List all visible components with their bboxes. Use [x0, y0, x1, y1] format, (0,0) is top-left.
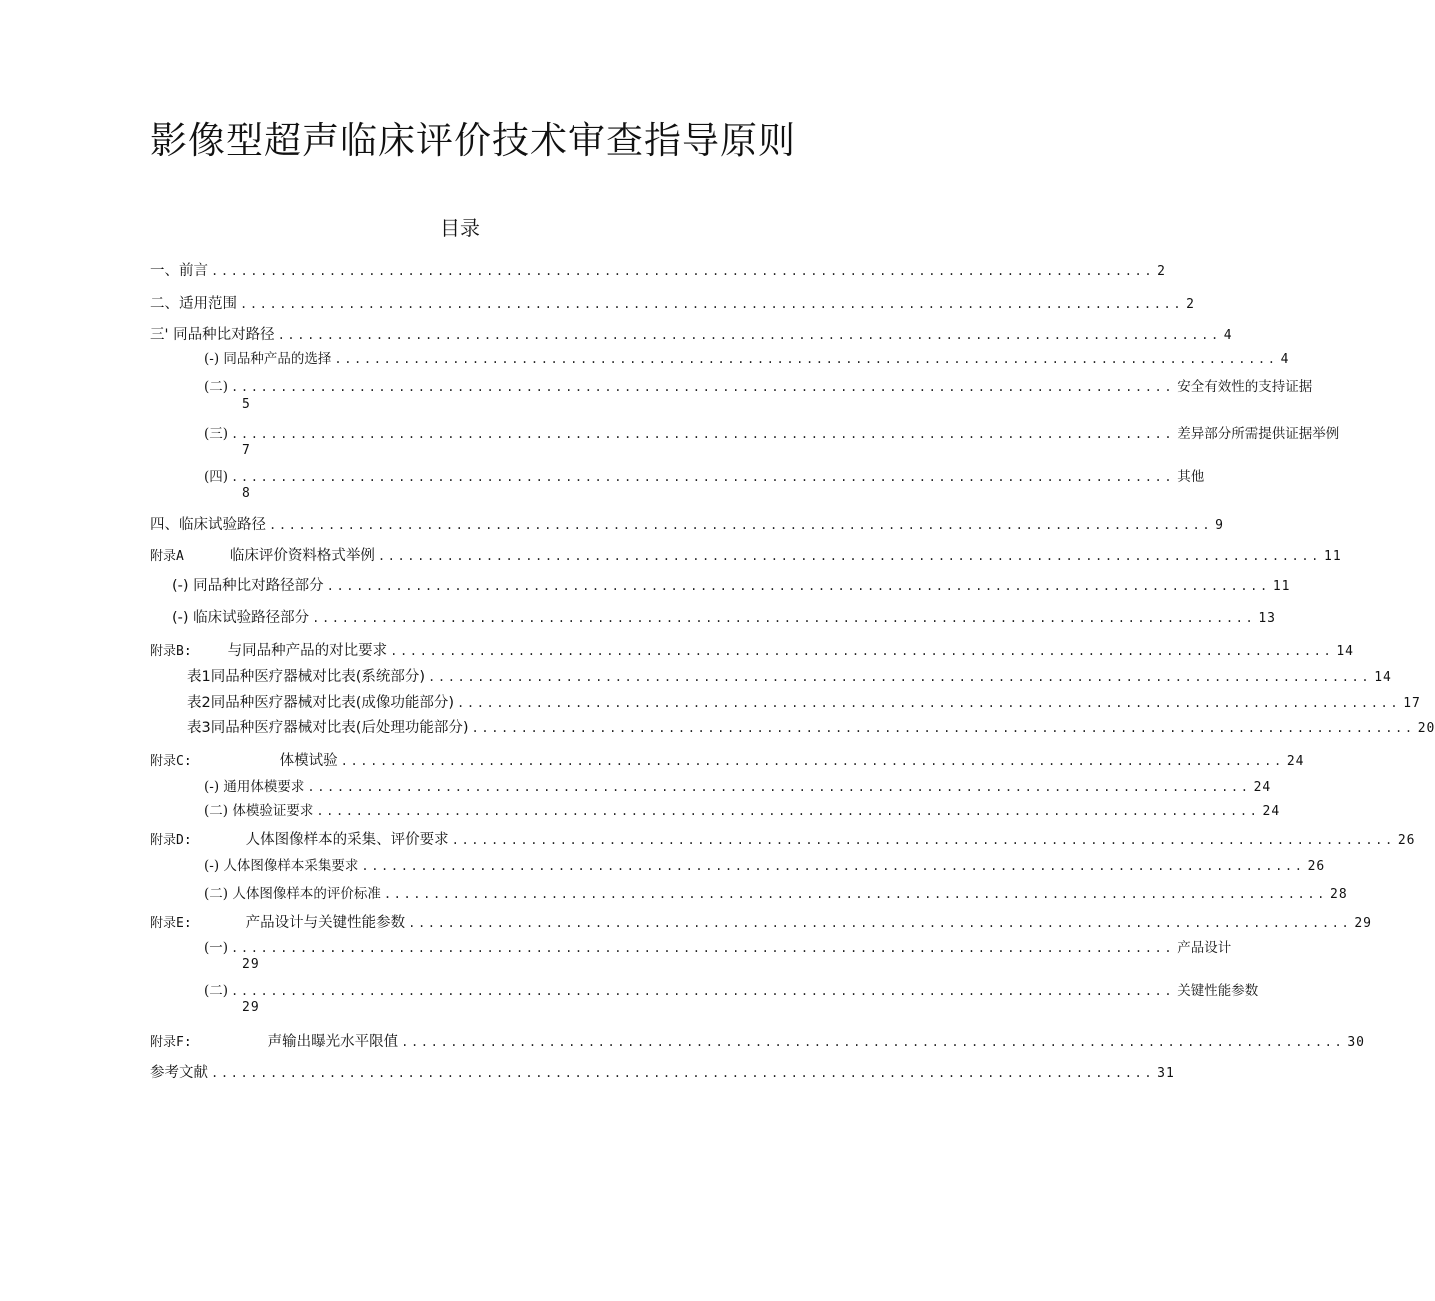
- dot-leader: ................................................................................................: [383, 887, 1327, 901]
- toc-entry-label: 表2同品种医疗器械对比表(成像功能部分): [187, 695, 455, 711]
- toc-entry-label: 声输出曝光水平限值: [267, 1034, 399, 1050]
- appendix-tag: 附录D:: [150, 833, 192, 848]
- toc-page-number: 29: [242, 1000, 260, 1015]
- document-title: 影像型超声临床评价技术审查指导原则: [150, 119, 796, 162]
- toc-entry-table-1[interactable]: [187, 666, 1392, 688]
- toc-entry-label: (-) 通用体模要求: [204, 779, 305, 795]
- toc-entry-label: (-) 同品种产品的选择: [204, 351, 332, 367]
- dot-leader: ................................................................................................: [231, 380, 1175, 394]
- toc-entry-prefix: (二): [204, 983, 229, 999]
- dot-leader: ................................................................................................: [277, 328, 1221, 342]
- dot-leader: ................................................................................................: [471, 721, 1415, 735]
- toc-entry-prefix: (四): [204, 469, 229, 485]
- toc-entry-label: 参考文献: [150, 1065, 208, 1081]
- toc-entry-appendix-c[interactable]: [150, 750, 1305, 772]
- toc-entry-label: (二) 体模验证要求: [204, 803, 314, 819]
- toc-page-number: 17: [1403, 696, 1421, 711]
- toc-entry-label: 安全有效性的支持证据: [1177, 379, 1313, 395]
- toc-entry-label: 产品设计: [1177, 940, 1232, 956]
- toc-entry-label: 体模试验: [279, 753, 338, 769]
- toc-entry-label: 一、前言: [150, 263, 208, 279]
- toc-page-number: 20: [1417, 721, 1435, 736]
- toc-entry-appendix-f[interactable]: [150, 1031, 1365, 1053]
- toc-entry-key-parameters[interactable]: [204, 980, 1259, 1002]
- toc-entry-product-design[interactable]: [204, 937, 1232, 959]
- toc-entry-table-2[interactable]: [187, 692, 1421, 714]
- toc-entry-difference-evidence[interactable]: [204, 423, 1340, 445]
- toc-entry-other[interactable]: [204, 466, 1205, 488]
- dot-leader: ................................................................................................: [377, 549, 1321, 563]
- toc-entry-label: 产品设计与关键性能参数: [245, 915, 406, 931]
- toc-page-number: 2: [1157, 264, 1166, 279]
- toc-page-number: 13: [1258, 611, 1276, 626]
- toc-entry-image-sample-evaluation[interactable]: [204, 883, 1348, 905]
- toc-entry-label: 其他: [1177, 469, 1205, 485]
- dot-leader: ................................................................................................: [340, 754, 1284, 768]
- toc-entry-label: 表3同品种医疗器械对比表(后处理功能部分): [187, 720, 469, 736]
- toc-entry-label: 差异部分所需提供证据举例: [1177, 426, 1340, 442]
- dot-leader: ................................................................................................: [451, 833, 1395, 847]
- dot-leader: ................................................................................................: [457, 696, 1401, 710]
- toc-entry-scope[interactable]: [150, 293, 1195, 315]
- toc-entry-label: (-) 同品种比对路径部分: [172, 578, 324, 594]
- toc-page-number: 24: [1262, 804, 1281, 819]
- toc-page-number: 4: [1280, 352, 1290, 367]
- toc-page-number: 30: [1347, 1035, 1365, 1050]
- toc-page-number: 7: [242, 443, 251, 458]
- toc-entry-label: (-) 临床试验路径部分: [172, 610, 310, 626]
- toc-entry-label: 关键性能参数: [1177, 983, 1259, 999]
- toc-page-number: 24: [1286, 754, 1305, 769]
- toc-page-number: 9: [1215, 518, 1224, 533]
- toc-page-number: 8: [242, 486, 251, 501]
- toc-entry-general-phantom[interactable]: [204, 776, 1272, 798]
- toc-entry-appendix-d[interactable]: [150, 829, 1416, 851]
- dot-leader: ................................................................................................: [361, 859, 1305, 873]
- toc-page-number: 26: [1397, 833, 1416, 848]
- toc-page-number: 5: [242, 397, 251, 412]
- toc-entry-preface[interactable]: [150, 260, 1166, 282]
- toc-entry-label: 三' 同品种比对路径: [150, 327, 275, 343]
- toc-entry-label: 与同品种产品的对比要求: [227, 643, 388, 659]
- appendix-tag: 附录E:: [150, 916, 192, 931]
- toc-entry-appendix-e[interactable]: [150, 912, 1372, 934]
- toc-page-number: 26: [1307, 859, 1326, 874]
- toc-entry-label: (-) 人体图像样本采集要求: [204, 858, 359, 874]
- dot-leader: ................................................................................................: [240, 297, 1184, 311]
- dot-leader: ................................................................................................: [269, 518, 1213, 532]
- dot-leader: ................................................................................................: [390, 644, 1334, 658]
- toc-entry-prefix: (二): [204, 379, 229, 395]
- dot-leader: ................................................................................................: [211, 264, 1155, 278]
- toc-entry-appendix-a-equivalence[interactable]: [172, 575, 1291, 597]
- toc-entry-label: 人体图像样本的采集、评价要求: [245, 832, 449, 848]
- appendix-tag: 附录C:: [150, 754, 192, 769]
- toc-entry-appendix-a-clinical-trial[interactable]: [172, 607, 1276, 629]
- toc-entry-appendix-b[interactable]: [150, 640, 1354, 662]
- dot-leader: ................................................................................................: [326, 579, 1270, 593]
- toc-entry-prefix: (一): [204, 940, 229, 956]
- appendix-tag: 附录A: [150, 549, 184, 564]
- toc-entry-safety-evidence[interactable]: [204, 376, 1313, 398]
- toc-page-number: 11: [1272, 579, 1291, 594]
- appendix-tag: 附录F:: [150, 1035, 192, 1050]
- dot-leader: ................................................................................................: [428, 670, 1372, 684]
- dot-leader: ................................................................................................: [312, 611, 1256, 625]
- dot-leader: ................................................................................................: [401, 1035, 1345, 1049]
- toc-entry-label: 临床评价资料格式举例: [229, 548, 375, 564]
- dot-leader: ................................................................................................: [231, 470, 1175, 484]
- toc-page-number: 2: [1186, 297, 1195, 312]
- toc-entry-clinical-trial-path[interactable]: [150, 514, 1224, 536]
- dot-leader: ................................................................................................: [408, 916, 1352, 930]
- toc-entry-label: 二、适用范围: [150, 296, 237, 312]
- dot-leader: ................................................................................................: [211, 1066, 1155, 1080]
- dot-leader: ................................................................................................: [231, 984, 1175, 998]
- toc-entry-equivalent-product-selection[interactable]: [204, 348, 1290, 370]
- toc-page-number: 14: [1336, 644, 1354, 659]
- toc-entry-references[interactable]: [150, 1062, 1175, 1084]
- toc-page-number: 24: [1253, 780, 1272, 795]
- toc-page-number: 4: [1223, 328, 1233, 343]
- dot-leader: ................................................................................................: [231, 427, 1175, 441]
- toc-heading: 目录: [440, 216, 480, 240]
- toc-entry-appendix-a[interactable]: [150, 545, 1342, 567]
- toc-page-number: 31: [1157, 1066, 1175, 1081]
- toc-page-number: 29: [242, 957, 260, 972]
- toc-entry-phantom-verification[interactable]: [204, 800, 1281, 822]
- toc-entry-label: 四、临床试验路径: [150, 517, 266, 533]
- toc-entry-label: (二) 人体图像样本的评价标准: [204, 886, 381, 902]
- dot-leader: ................................................................................................: [316, 804, 1260, 818]
- toc-entry-equivalence-path[interactable]: [150, 324, 1233, 346]
- dot-leader: ................................................................................................: [307, 780, 1251, 794]
- dot-leader: ................................................................................................: [334, 352, 1278, 366]
- toc-page-number: 29: [1354, 916, 1372, 931]
- appendix-tag: 附录B:: [150, 644, 192, 659]
- toc-entry-image-sample-collection[interactable]: [204, 855, 1326, 877]
- toc-entry-label: 表1同品种医疗器械对比表(系统部分): [187, 669, 426, 685]
- dot-leader: ................................................................................................: [231, 941, 1175, 955]
- toc-page-number: 14: [1374, 670, 1392, 685]
- toc-entry-table-3[interactable]: [187, 717, 1435, 739]
- toc-entry-prefix: (三): [204, 426, 229, 442]
- toc-page-number: 28: [1330, 887, 1348, 902]
- toc-page-number: 11: [1324, 549, 1342, 564]
